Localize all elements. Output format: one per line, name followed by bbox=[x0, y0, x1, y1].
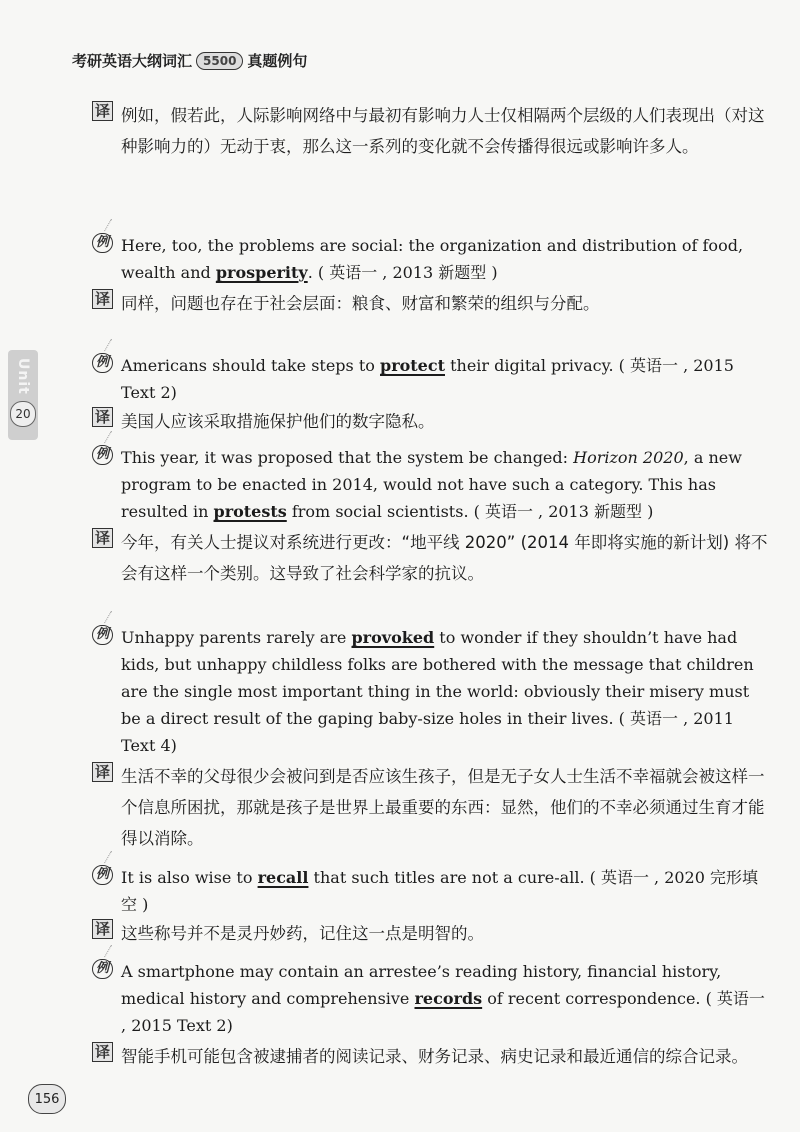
example-sentence bbox=[121, 864, 768, 918]
translation-row bbox=[92, 1041, 768, 1072]
translation-marker: 译 bbox=[92, 528, 113, 548]
example-source: to wonder if they shouldn’t have had kids, but unhappy childless folks are bothered with the message that children are the single most important thing in the world: obviously their misery must be a direct result of the gaping baby-size holes in their lives. ( 英语一 , 2011 Text 4) bbox=[121, 628, 754, 755]
unit-side-tab bbox=[8, 350, 38, 440]
page-number: 156 bbox=[28, 1084, 66, 1114]
entry-5 bbox=[92, 864, 768, 949]
translation-text: 例如，假若此，人际影响网络中与最初有影响力人士仅相隔两个层级的人们表现出（对这种影响力的）无动于衷，那么这一系列的变化就不会传播得很远或影响许多人。 bbox=[121, 106, 765, 156]
translation-row bbox=[92, 918, 768, 949]
translation-row bbox=[92, 761, 768, 854]
translation-text: 这些称号并不是灵丹妙药，记住这一点是明智的。 bbox=[121, 924, 485, 943]
translation-row bbox=[92, 406, 768, 437]
keyword: prosperity bbox=[215, 263, 308, 282]
translation-row bbox=[92, 288, 768, 319]
entry-0 bbox=[92, 100, 768, 162]
translation-marker: 译 bbox=[92, 289, 113, 309]
translation-text: 生活不幸的父母很少会被问到是否应该生孩子，但是无子女人士生活不幸福就会被这样一个信息所困扰，那就是孩子是世界上最重要的东西：显然，他们的不幸必须通过生育才能得以消除。 bbox=[121, 767, 765, 848]
example-row bbox=[92, 352, 768, 406]
example-source: of recent correspondence. ( 英语一 , 2015 Text 2) bbox=[121, 989, 765, 1035]
translation-row bbox=[92, 100, 768, 162]
example-marker: 例 bbox=[92, 353, 113, 373]
translation-text: 智能手机可能包含被逮捕者的阅读记录、财务记录、病史记录和最近通信的综合记录。 bbox=[121, 1047, 749, 1066]
example-row bbox=[92, 232, 768, 286]
example-source: from social scientists. ( 英语一 , 2013 新题型 ) bbox=[286, 502, 654, 521]
header-badge: 5500 bbox=[196, 52, 243, 70]
keyword: records bbox=[414, 989, 483, 1008]
translation-row bbox=[92, 527, 768, 589]
entry-3 bbox=[92, 444, 768, 589]
example-source: that such titles are not a cure-all. ( 英语一 , 2020 完形填空 ) bbox=[121, 868, 759, 914]
example-text: Unhappy parents rarely are bbox=[121, 628, 352, 647]
translation-text: 同样，问题也存在于社会层面：粮食、财富和繁荣的组织与分配。 bbox=[121, 294, 600, 313]
example-sentence bbox=[121, 444, 768, 525]
example-marker: 例 bbox=[92, 865, 113, 885]
keyword: protests bbox=[213, 502, 287, 521]
running-header bbox=[72, 50, 307, 71]
example-marker: 例 bbox=[92, 959, 113, 979]
entry-1 bbox=[92, 232, 768, 319]
example-text: , a new program to be enacted in 2014, would not have such a category. This has resulted in bbox=[121, 448, 742, 521]
example-text: Americans should take steps to bbox=[121, 356, 380, 375]
translation-marker: 译 bbox=[92, 101, 113, 121]
header-title-left: 考研英语大纲词汇 bbox=[72, 52, 193, 70]
translation-text: 美国人应该采取措施保护他们的数字隐私。 bbox=[121, 412, 435, 431]
example-marker: 例 bbox=[92, 233, 113, 253]
translation-text: 今年，有关人士提议对系统进行更改：“地平线 2020” (2014 年即将实施的新计划) 将不会有这样一个类别。这导致了社会科学家的抗议。 bbox=[121, 533, 768, 583]
translation-marker: 译 bbox=[92, 1042, 113, 1062]
example-text: This year, it was proposed that the system be changed: bbox=[121, 448, 574, 467]
example-marker: 例 bbox=[92, 445, 113, 465]
example-row bbox=[92, 444, 768, 525]
example-sentence bbox=[121, 232, 768, 286]
example-text: A smartphone may contain an arrestee’s reading history, financial history, medical history and comprehensive bbox=[121, 962, 722, 1008]
example-italic: Horizon 2020 bbox=[573, 448, 684, 467]
example-row bbox=[92, 624, 768, 759]
example-text: Here, too, the problems are social: the organization and distribution of food, wealth and bbox=[121, 236, 744, 282]
example-sentence bbox=[121, 624, 768, 759]
entry-6 bbox=[92, 958, 768, 1072]
keyword: recall bbox=[257, 868, 309, 887]
example-text: It is also wise to bbox=[121, 868, 258, 887]
translation-marker: 译 bbox=[92, 762, 113, 782]
example-row bbox=[92, 864, 768, 918]
example-sentence bbox=[121, 352, 768, 406]
translation-marker: 译 bbox=[92, 407, 113, 427]
example-source: . ( 英语一 , 2013 新题型 ) bbox=[307, 263, 498, 282]
keyword: protect bbox=[380, 356, 445, 375]
keyword: provoked bbox=[351, 628, 435, 647]
unit-number: 20 bbox=[10, 401, 36, 427]
translation-marker: 译 bbox=[92, 919, 113, 939]
example-sentence bbox=[121, 958, 768, 1039]
header-title-right: 真题例句 bbox=[247, 52, 308, 70]
unit-label: Unit bbox=[15, 358, 31, 395]
entry-2 bbox=[92, 352, 768, 437]
example-row bbox=[92, 958, 768, 1039]
example-source: their digital privacy. ( 英语一 , 2015 Text 2) bbox=[121, 356, 734, 402]
example-marker: 例 bbox=[92, 625, 113, 645]
entry-4 bbox=[92, 624, 768, 854]
